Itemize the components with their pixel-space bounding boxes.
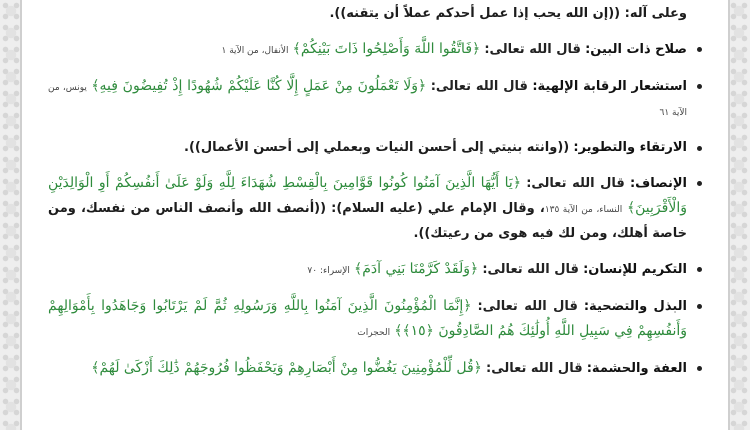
list-item: [48, 171, 702, 246]
entry-text: ((وانته بنيتي إلى أحسن النيات وبعملي إلى أحسن الأعمال)).: [184, 140, 570, 155]
verse-reference: الإسراء: ٧٠: [307, 266, 350, 276]
entry-text: وعلى آله: ((إن الله يحب إذا عمل أحدكم عملاً أن يتقنه)).: [329, 6, 687, 21]
verse-reference: الأنفال، من الآية ١: [221, 46, 289, 56]
entry-text: ، وقال الإمام علي (عليه السلام): ((أنصف الله وأنصف الناس من نفسك، ومن خاصة أهلك، ومن لك فيه هوى من رعيتك)).: [48, 201, 687, 241]
entry-intro: قال الله تعالى:: [430, 79, 528, 94]
quran-verse: ﴿يَا أَيُّهَا الَّذِينَ آمَنُوا كُونُوا قَوَّامِينَ بِالْقِسْطِ شُهَدَاءَ لِلَّهِ وَلَوْ عَلَىٰ أَنفُسِكُمْ أَوِ الْوَالِدَيْنِ وَالْأَقْرَبِينَ﴾: [48, 175, 687, 216]
verse-reference: النساء، من الآية ١٣٥: [544, 205, 623, 215]
entry-intro: قال الله تعالى:: [484, 42, 581, 57]
entry-label: صلاح ذات البين:: [585, 42, 687, 57]
quran-verse: ﴿وَلَقَدْ كَرَّمْنَا بَنِي آدَمَ﴾: [354, 261, 479, 277]
verse-reference: الحجرات: [357, 328, 391, 338]
entry-label: استشعار الرقابة الإلهية:: [532, 79, 688, 94]
list-item: [48, 294, 702, 345]
entry-intro: قال الله تعالى:: [526, 176, 625, 191]
list-item: [48, 136, 702, 160]
list-item: [48, 356, 702, 381]
entry-label: الارتقاء والتطوير:: [573, 140, 687, 155]
list-item: [48, 74, 702, 125]
list-item: [48, 37, 702, 63]
list-item: [48, 257, 702, 283]
entry-label: العفة والحشمة:: [586, 361, 687, 376]
quran-verse: ﴿قُل لِّلْمُؤْمِنِينَ يَغُضُّوا مِنْ أَبْصَارِهِمْ وَيَحْفَظُوا فُرُوجَهُمْ ذَٰلِكَ أَزْكَىٰ لَهُمْ﴾: [91, 360, 482, 376]
entry-intro: قال الله تعالى:: [482, 262, 579, 277]
entry-label: التكريم للإنسان:: [583, 262, 687, 277]
verse-reference: يونس، من الآية ٦١: [48, 83, 687, 118]
quran-verse: ﴿وَلَا تَعْمَلُونَ مِنْ عَمَلٍ إِلَّا كُنَّا عَلَيْكُمْ شُهُودًا إِذْ تُفِيضُونَ فِيهِ﴾: [91, 78, 427, 94]
quran-verse: ﴿فَاتَّقُوا اللَّهَ وَأَصْلِحُوا ذَاتَ بَيْنِكُمْ﴾: [292, 41, 481, 57]
list-item: [48, 0, 702, 26]
entry-intro: قال الله تعالى:: [477, 299, 578, 314]
entry-label: البذل والتضحية:: [583, 299, 687, 314]
decorative-border-left: [0, 0, 22, 430]
entry-label: الإنصاف:: [629, 176, 687, 191]
quran-verse: ﴿إِنَّمَا الْمُؤْمِنُونَ الَّذِينَ آمَنُوا بِاللَّهِ وَرَسُولِهِ ثُمَّ لَمْ يَرْتَابُوا وَجَاهَدُوا بِأَمْوَالِهِمْ وَأَنفُسِهِمْ فِي سَبِيلِ اللَّهِ أُولَٰئِكَ هُمُ الصَّادِقُونَ ﴿١٥﴾﴾: [48, 298, 687, 339]
entry-intro: قال الله تعالى:: [486, 361, 583, 376]
document-page: [48, 0, 702, 430]
decorative-border-right: [728, 0, 750, 430]
